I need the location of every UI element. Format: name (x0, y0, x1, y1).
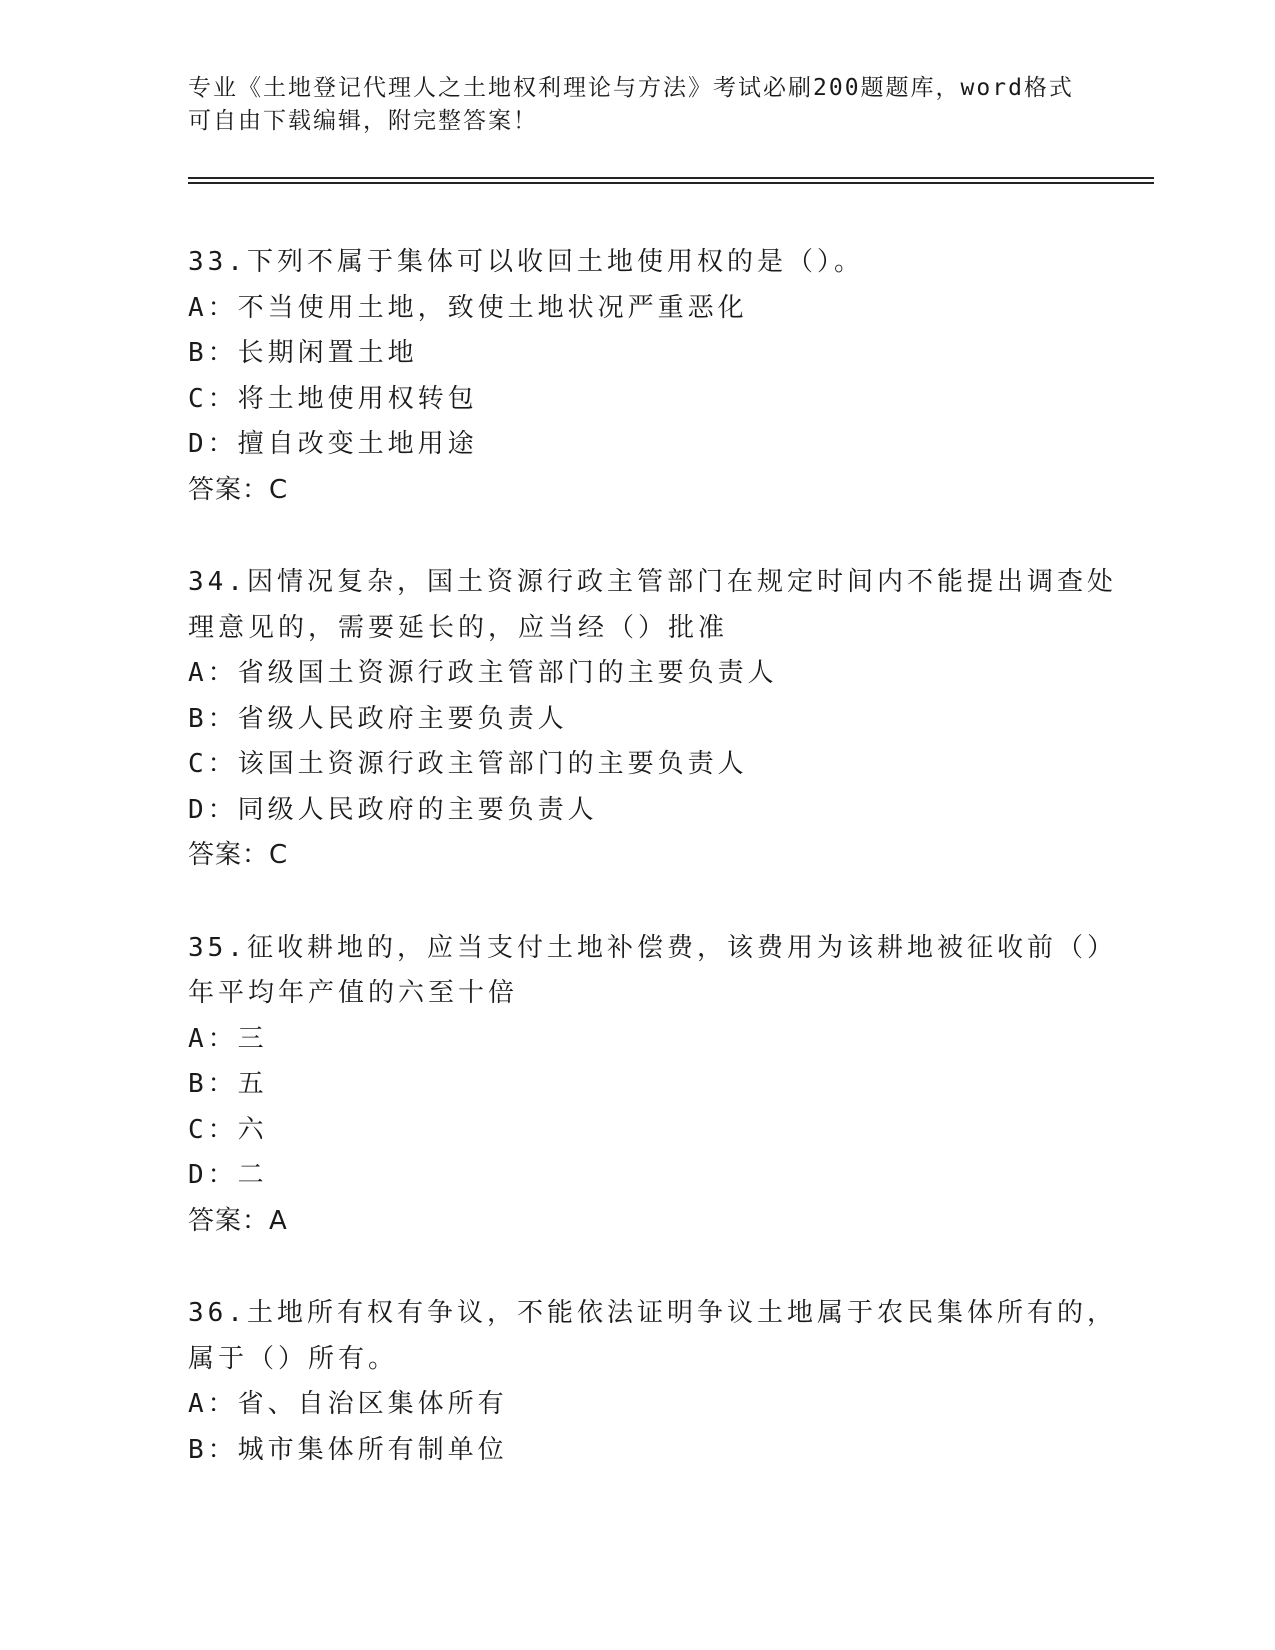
question-stem: 35.征收耕地的，应当支付土地补偿费，该费用为该耕地被征收前（） (188, 932, 1117, 963)
question-33 (188, 240, 1088, 513)
question-36 (188, 1291, 1117, 1473)
answer: 答案：C (188, 840, 289, 870)
option-a: A：省、自治区集体所有 (188, 1389, 508, 1419)
question-stem: 33.下列不属于集体可以收回土地使用权的是（）。 (188, 247, 864, 277)
question-list (188, 240, 1117, 1520)
question-34 (188, 560, 1117, 879)
answer: 答案：A (188, 1205, 288, 1236)
document-header (188, 72, 1088, 138)
question-stem: 36.土地所有权有争议，不能依法证明争议土地属于农民集体所有的， (188, 1298, 1117, 1328)
option-a: A：三 (188, 1023, 268, 1054)
option-b: B：五 (188, 1069, 268, 1099)
option-c: C：六 (188, 1114, 268, 1145)
option-d: D：二 (188, 1160, 268, 1190)
option-c: C：将土地使用权转包 (188, 383, 478, 414)
option-a: A：省级国土资源行政主管部门的主要负责人 (188, 658, 778, 688)
header-divider-top (188, 177, 1154, 179)
question-stem: 年平均年产值的六至十倍 (188, 978, 519, 1008)
option-b: B：长期闲置土地 (188, 338, 418, 368)
header-divider-bottom (188, 182, 1154, 184)
question-stem: 34.因情况复杂，国土资源行政主管部门在规定时间内不能提出调查处 (188, 567, 1117, 597)
option-b: B：城市集体所有制单位 (188, 1434, 508, 1465)
answer: 答案：C (188, 474, 289, 505)
header-line-1: 专业《土地登记代理人之土地权利理论与方法》考试必刷200题题库，word格式 (188, 75, 1074, 101)
option-d: D：同级人民政府的主要负责人 (188, 794, 598, 825)
question-stem: 理意见的，需要延长的，应当经（）批准 (188, 612, 729, 643)
header-line-2: 可自由下载编辑，附完整答案！ (188, 108, 538, 134)
option-c: C：该国土资源行政主管部门的主要负责人 (188, 749, 748, 779)
option-a: A：不当使用土地，致使土地状况严重恶化 (188, 292, 748, 323)
question-35 (188, 926, 1117, 1245)
question-stem: 属于（）所有。 (188, 1343, 399, 1374)
option-b: B：省级人民政府主要负责人 (188, 703, 568, 734)
option-d: D：擅自改变土地用途 (188, 429, 478, 459)
